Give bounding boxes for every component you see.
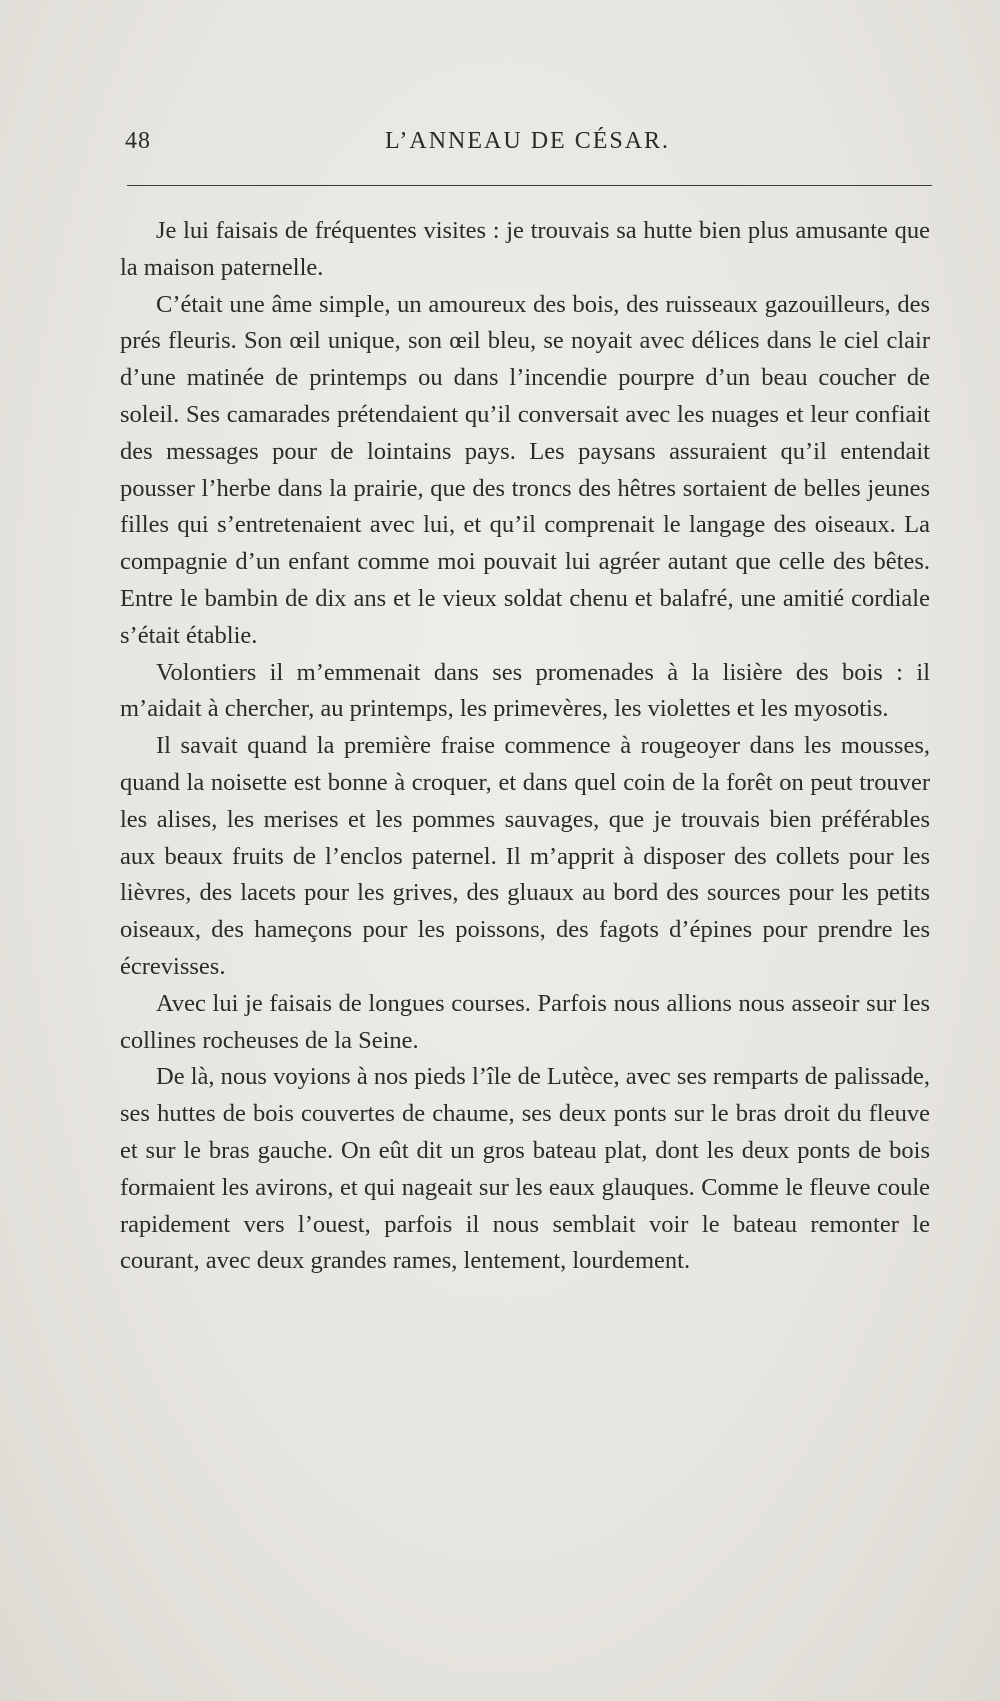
header-rule bbox=[127, 185, 932, 186]
running-title: L’ANNEAU DE CÉSAR. bbox=[384, 128, 671, 154]
paragraph: Volontiers il m’emmenait dans ses promenades à la lisière des bois : il m’aidait à chercher, au printemps, les primevères, les violettes et les myosotis. bbox=[120, 658, 930, 723]
paragraph: C’était une âme simple, un amoureux des bois, des ruisseaux gazouilleurs, des prés fleuris. Son œil unique, son œil bleu, se noyait avec délices dans le ciel clair d’une matinée de printemps ou dans l’incendie pourpre d’un beau coucher de soleil. Ses camarades prétendaient qu’il conversait avec les nuages et leur confiait des messages pour de lointains pays. Les paysans assuraient qu’il entendait pousser l’herbe dans la prairie, que des troncs des hêtres sortaient de belles jeunes filles qui s’entretenaient avec lui, et qu’il comprenait le langage des oiseaux. La compagnie d’un enfant comme moi pouvait lui agréer autant que celle des bêtes. Entre le bambin de dix ans et le vieux soldat chenu et balafré, une amitié cordiale s’était établie. bbox=[120, 290, 930, 649]
paragraph: Je lui faisais de fréquentes visites : je trouvais sa hutte bien plus amusante que la maison paternelle. bbox=[120, 217, 930, 281]
paragraph: Il savait quand la première fraise commence à rougeoyer dans les mousses, quand la noisette est bonne à croquer, et dans quel coin de la forêt on peut trouver les alises, les merises et les pommes sauvages, que je trouvais bien préférables aux beaux fruits de l’enclos paternel. Il m’apprit à disposer des collets pour les lièvres, des lacets pour les grives, des gluaux au bord des sources pour les petits oiseaux, des hameçons pour les poissons, des fagots d’épines pour prendre les écrevisses. bbox=[120, 732, 930, 980]
paragraph: Avec lui je faisais de longues courses. Parfois nous allions nous asseoir sur les collines rocheuses de la Seine. bbox=[120, 989, 930, 1054]
page-header bbox=[125, 128, 930, 168]
page-number: 48 bbox=[125, 128, 151, 154]
body-text bbox=[120, 213, 930, 1280]
paragraph: De là, nous voyions à nos pieds l’île de Lutèce, avec ses remparts de palissade, ses huttes de bois couvertes de chaume, ses deux ponts sur le bras droit du fleuve et sur le bras gauche. On eût dit un gros bateau plat, dont les deux ponts de bois formaient les avirons, et qui nageait sur les eaux glauques. Comme le fleuve coule rapidement vers l’ouest, parfois il nous semblait voir le bateau remonter le courant, avec deux grandes rames, lentement, lourdement. bbox=[120, 1063, 930, 1275]
